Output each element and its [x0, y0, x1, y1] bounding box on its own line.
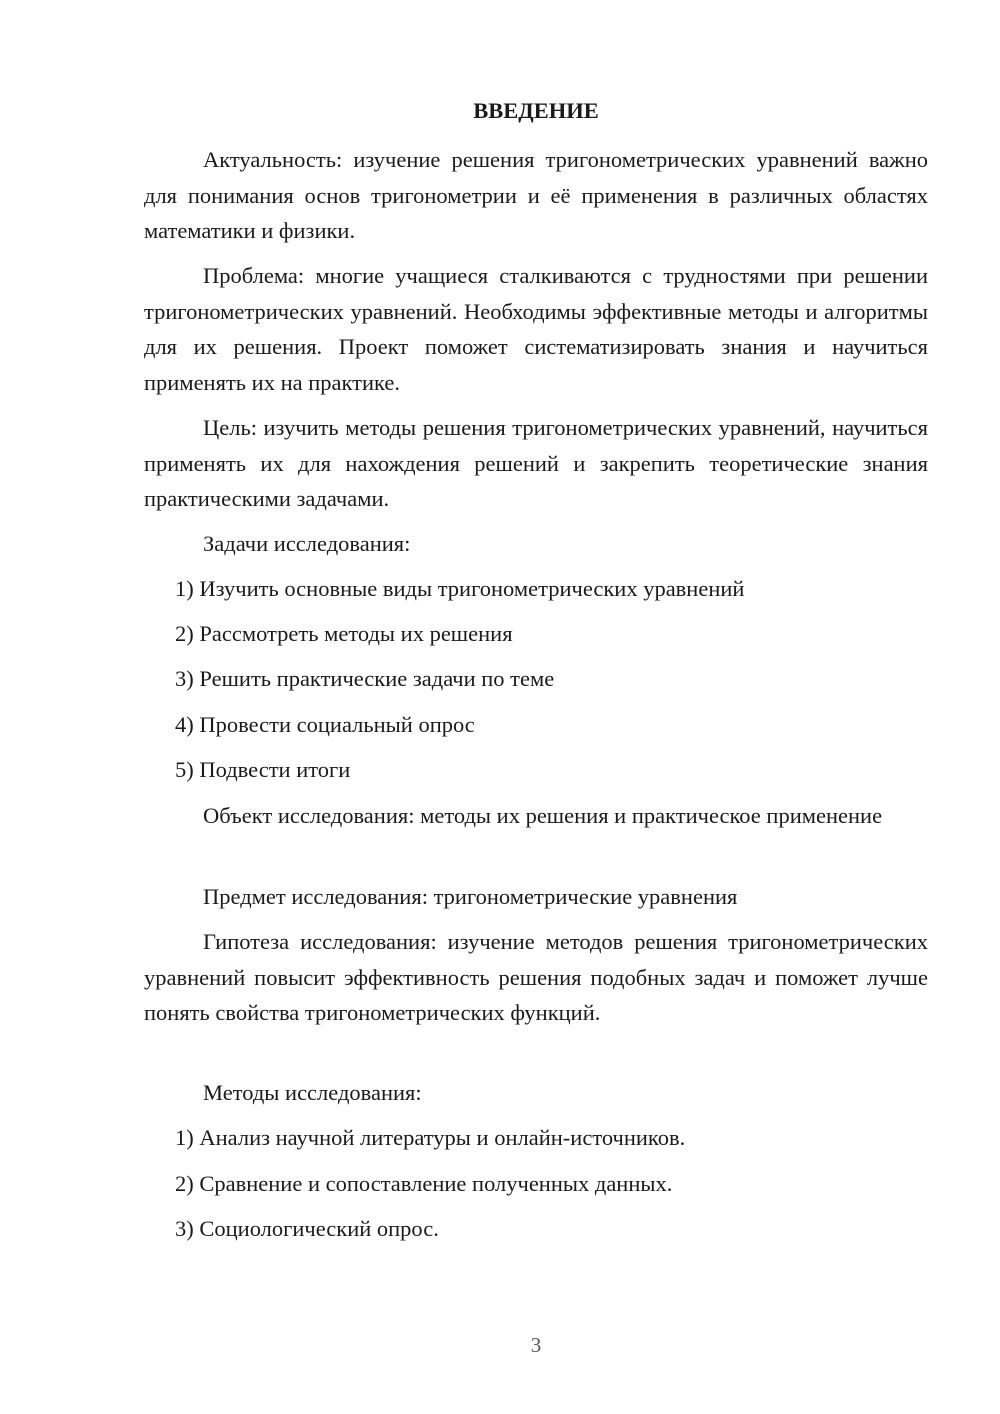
relevance-paragraph: Актуальность: изучение решения тригонометрических уравнений важно для понимания основ тригонометрии и её применения в различных областях математики и физики. [144, 147, 928, 243]
goal-paragraph: Цель: изучить методы решения тригонометрических уравнений, научиться применять их для нахождения решений и закрепить теоретические знания практическими задачами. [144, 415, 928, 511]
method-item-1: 1) Анализ научной литературы и онлайн-источников. [175, 1125, 686, 1150]
task-item-4: 4) Провести социальный опрос [175, 712, 475, 737]
object-paragraph: Объект исследования: методы их решения и практическое применение [203, 803, 883, 828]
method-item-2: 2) Сравнение и сопоставление полученных данных. [175, 1171, 673, 1196]
hypothesis-paragraph: Гипотеза исследования: изучение методов решения тригонометрических уравнений повысит эффективность решения подобных задач и поможет лучше понять свойства тригонометрических функций. [144, 929, 928, 1025]
subject-paragraph: Предмет исследования: тригонометрические уравнения [203, 884, 738, 909]
section-title: ВВЕДЕНИЕ [473, 98, 599, 123]
task-item-2: 2) Рассмотреть методы их решения [175, 621, 513, 646]
method-item-3: 3) Социологический опрос. [175, 1216, 439, 1241]
page-number: 3 [530, 1333, 542, 1357]
task-item-1: 1) Изучить основные виды тригонометрических уравнений [175, 576, 745, 601]
task-item-5: 5) Подвести итоги [175, 757, 351, 782]
methods-heading: Методы исследования: [203, 1080, 422, 1105]
tasks-heading: Задачи исследования: [203, 531, 411, 556]
task-item-3: 3) Решить практические задачи по теме [175, 666, 555, 691]
problem-paragraph: Проблема: многие учащиеся сталкиваются с трудностями при решении тригонометрических уравнений. Необходимы эффективные методы и алгоритмы для их решения. Проект поможет систематизировать знания и научиться применять их на практике. [144, 263, 928, 395]
